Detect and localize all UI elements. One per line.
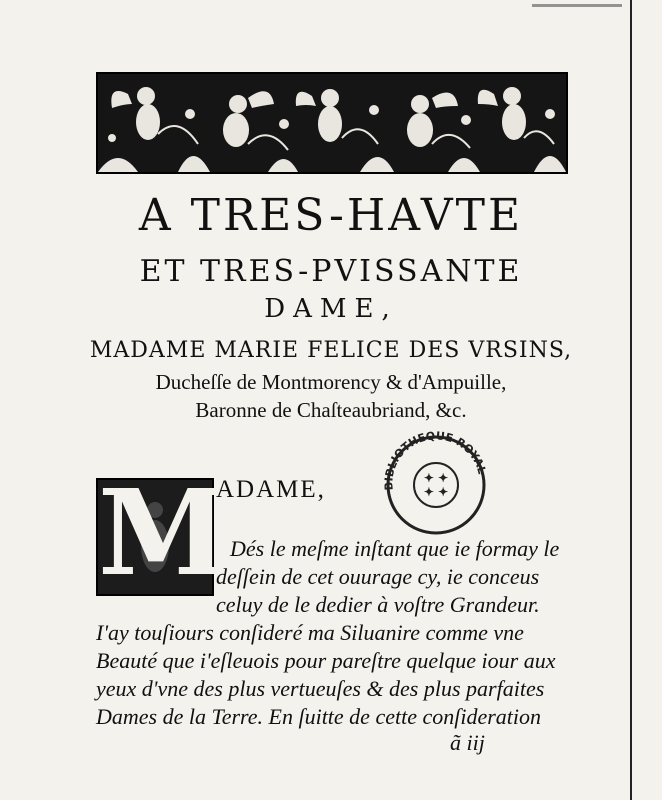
body-line-7: Dames de la Terre. En ſuitte de cette conſideration — [96, 704, 542, 729]
title-line-2: ET TRES-PVISSANTE — [139, 254, 523, 289]
drop-cap-letter: M — [98, 463, 229, 602]
body-line-6: yeux d'vne des plus vertueuſes & des plus parfaites — [96, 676, 545, 701]
catchword: ã iij — [450, 730, 485, 755]
dedicatee-title-2: Baronne de Chaſteaubriand, &c. — [195, 398, 467, 422]
library-stamp — [371, 430, 501, 535]
dedicatee-title-1: Ducheſſe de Montmorency & d'Ampuille, — [155, 370, 507, 394]
drop-cap — [96, 463, 229, 602]
body-line-5: Beauté que i'eſleuois pour pareſtre quelque iour aux — [96, 648, 556, 673]
body-line-1: Dés le meſme inſtant que ie formay le — [230, 536, 560, 561]
dedicatee-name: MADAME MARIE FELICE DES VRSINS, — [89, 338, 573, 363]
title-line-3: DAME, — [264, 294, 398, 324]
ink-speck — [532, 4, 622, 7]
title-line-1: A TRES-HAVTE — [138, 190, 524, 241]
headpiece-ornament — [96, 72, 568, 174]
svg-text:BIBLIOTHEQUE ROYALE: BIBLIOTHEQUE ROYAL — [382, 430, 489, 491]
svg-text:✦ ✦: ✦ ✦ — [423, 485, 449, 499]
salutation: ADAME, — [216, 476, 326, 503]
svg-text:✦ ✦: ✦ ✦ — [423, 471, 449, 485]
body-line-2: deſſein de cet ouurage cy, ie conceus — [216, 564, 540, 589]
body-line-4: I'ay touſiours conſideré ma Siluanire comme vne — [96, 620, 524, 645]
body-line-3: celuy de le dedier à voſtre Grandeur. — [216, 592, 540, 617]
